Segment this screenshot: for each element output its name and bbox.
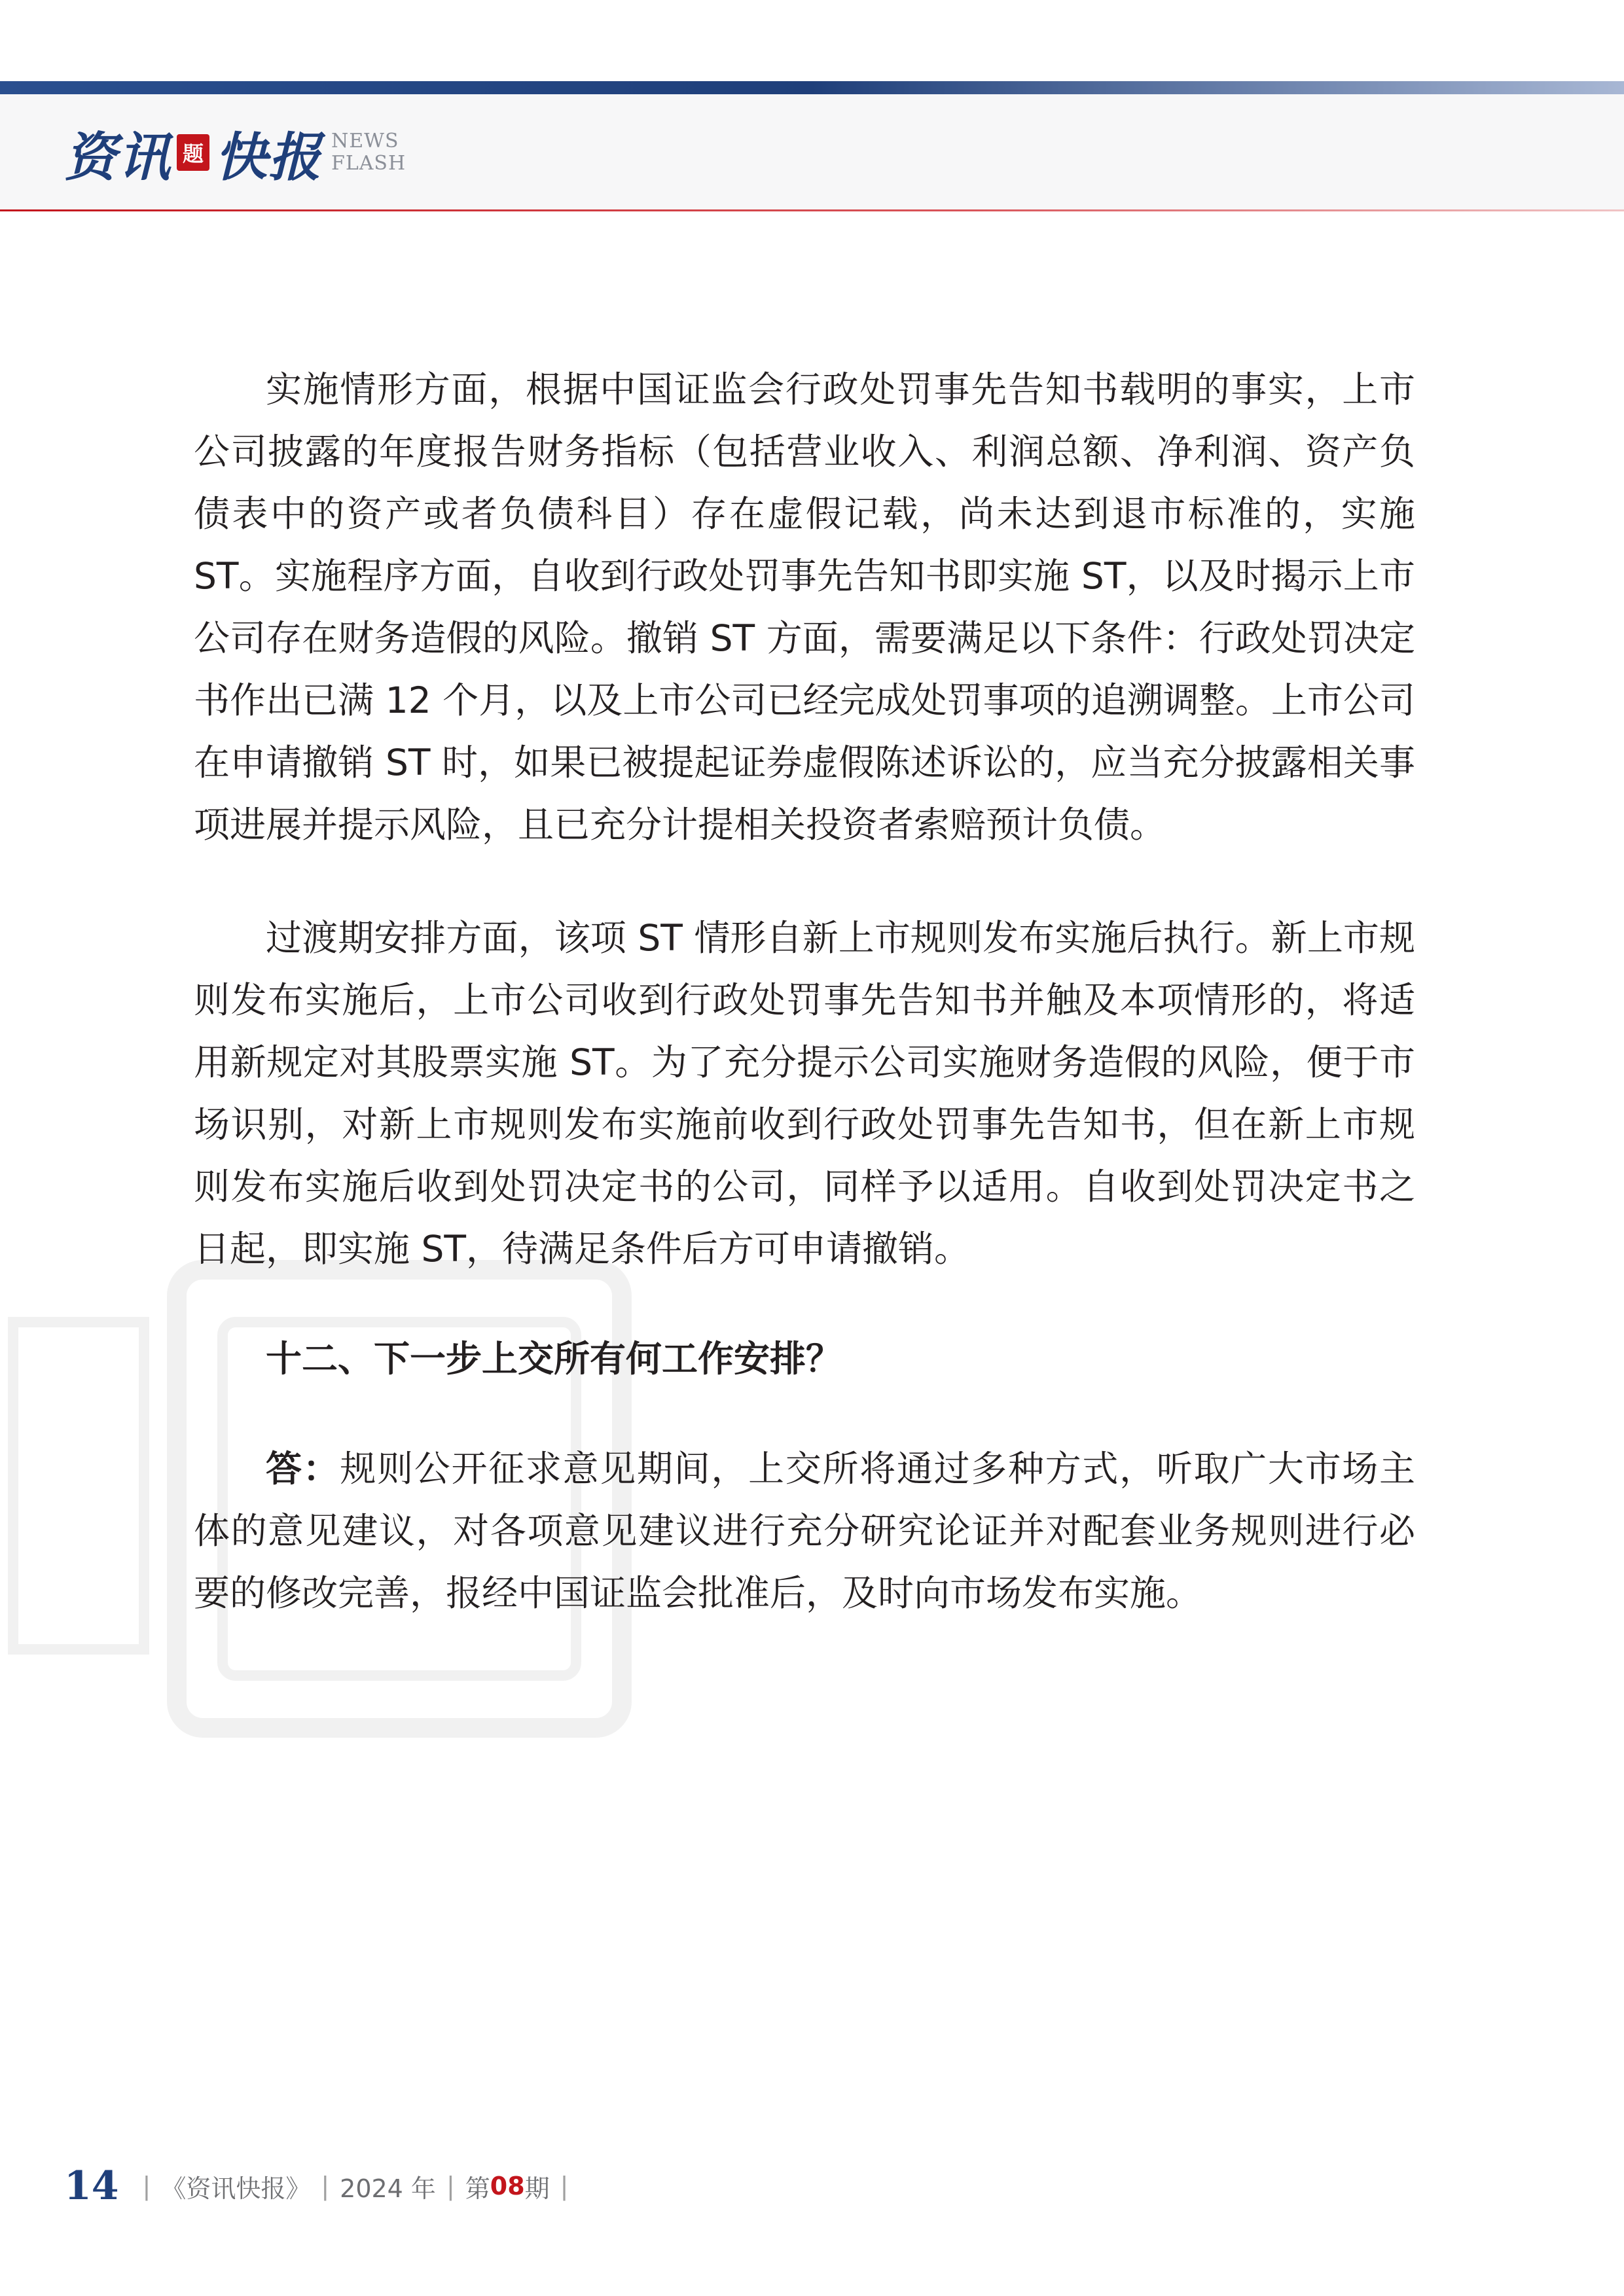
masthead-title-right: 快报	[215, 126, 322, 188]
masthead-seal-icon: 题	[177, 134, 209, 171]
answer-text: 规则公开征求意见期间，上交所将通过多种方式，听取广大市场主体的意见建议，对各项意见建议进行充分研究论证并对配套业务规则进行必要的修改完善，报经中国证监会批准后，及时向市场发布实施。	[194, 1448, 1415, 1614]
issue-suffix: 期	[524, 2174, 550, 2203]
issue-prefix: 第	[465, 2174, 490, 2203]
masthead-title-left: 资讯	[64, 126, 171, 188]
article-body	[194, 359, 1415, 1624]
section-heading: 十二、下一步上交所有何工作安排？	[266, 1338, 842, 1380]
page-footer: 14 | 《资讯快报》 | 2024 年 | 第 08 期 |	[64, 2163, 569, 2209]
answer-label: 答：	[266, 1448, 340, 1490]
publication-name: 《资讯快报》	[161, 2174, 311, 2203]
masthead	[64, 117, 406, 188]
header-top-bar	[0, 81, 1624, 94]
publication-year: 2024 年	[340, 2174, 436, 2203]
masthead-english	[331, 130, 406, 175]
paragraph-answer	[194, 1438, 1415, 1624]
paragraph-transition: 过渡期安排方面，该项 ST 情形自新上市规则发布实施后执行。新上市规则发布实施后，上市公司收到行政处罚事先告知书并触及本项情形的，将适用新规定对其股票实施 ST。为了充分提示公司实施财务造假的风险，便于市场识别，对新上市规则发布实施前收到行政处罚事先告知书，但在新上市规则发布实施后收到处罚决定书的公司，同样予以适用。自收到处罚决定书之日起，即实施 ST，待满足条件后方可申请撤销。	[194, 917, 1415, 1270]
header-rule	[0, 209, 1624, 211]
paragraph-st-implementation: 实施情形方面，根据中国证监会行政处罚事先告知书载明的事实，上市公司披露的年度报告财务指标（包括营业收入、利润总额、净利润、资产负债表中的资产或者负债科目）存在虚假记载，尚未达到退市标准的，实施ST。实施程序方面，自收到行政处罚事先告知书即实施 ST，以及时揭示上市公司存在财务造假的风险。撤销 ST 方面，需要满足以下条件：行政处罚决定书作出已满 12 个月，以及上市公司已经完成处罚事项的追溯调整。上市公司在申请撤销 ST 时，如果已被提起证券虚假陈述诉讼的，应当充分披露相关事项进展并提示风险，且已充分计提相关投资者索赔预计负债。	[194, 368, 1415, 846]
page-number: 14	[64, 2163, 119, 2209]
issue-number: 08	[490, 2172, 525, 2200]
masthead-english-news: NEWS	[331, 130, 399, 152]
masthead-english-flash: FLASH	[331, 152, 406, 175]
